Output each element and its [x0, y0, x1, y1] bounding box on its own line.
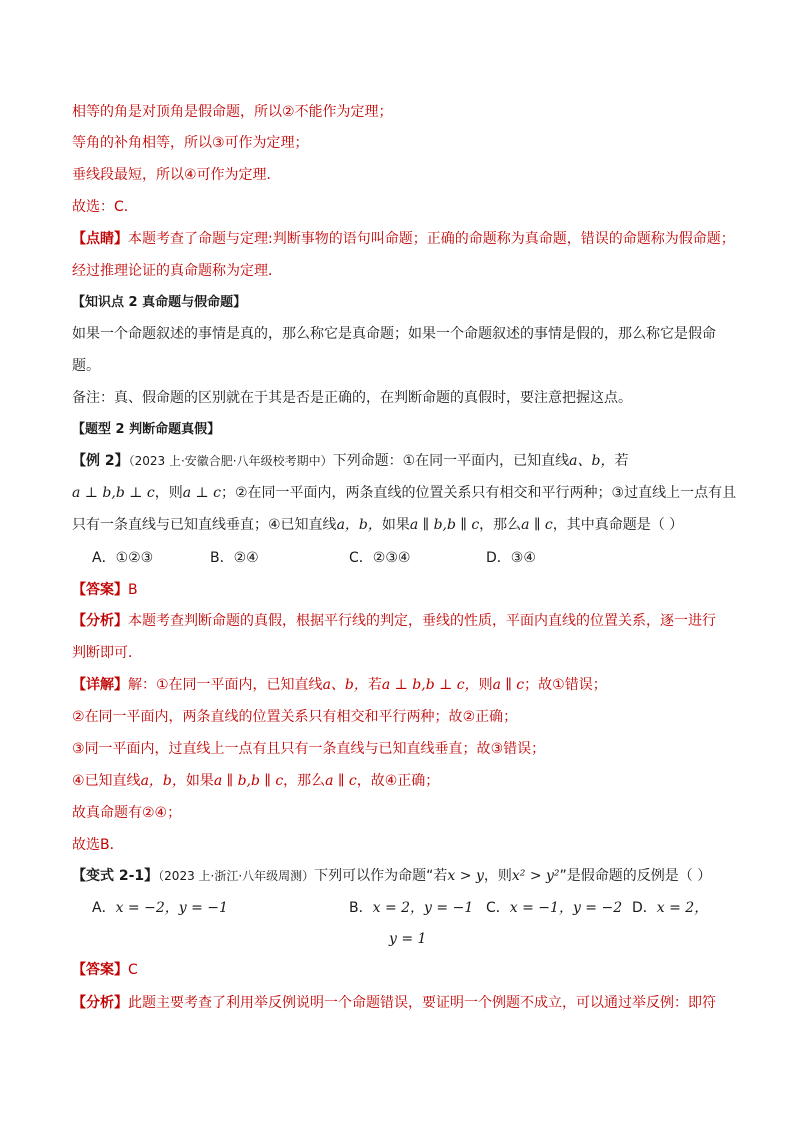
text: 若 [614, 453, 629, 469]
option-a[interactable] [92, 548, 153, 568]
math: a ∥ b,b ∥ c [213, 773, 284, 789]
circled-number: ④ [384, 773, 398, 789]
math: x > y [447, 868, 484, 884]
text: ，那么 [283, 773, 326, 789]
intro-line-2 [72, 133, 309, 153]
text: 则 [478, 677, 493, 693]
answer-value: C [128, 962, 138, 978]
text: 如果 [185, 773, 214, 789]
circled-number: ③ [212, 135, 225, 151]
text: 此题主要考查了利用举反例说明一个命题错误，要证明一个例题不成立，可以通过举反例：即符 [128, 995, 716, 1011]
option-value: x = −2，y = −1 [115, 900, 228, 916]
analysis-tag: 【分析】 [72, 613, 128, 629]
variant-answer-line [72, 960, 138, 980]
text: 正确； [475, 709, 518, 725]
circled-number: ① [552, 677, 565, 693]
text: ”是假命题的反例是（ ） [559, 868, 712, 884]
knowledge-note: 备注：真、假命题的区别就在于其是否是正确的，在判断命题的真假时，要注意把握这点。 [72, 390, 632, 406]
option-label: B． [210, 550, 234, 566]
circled-number: ②④； [142, 805, 182, 821]
text: 相等的角是对顶角是假命题，所以 [72, 104, 282, 120]
text: ；故 [524, 677, 553, 693]
text: 故真命题有 [72, 805, 142, 821]
option-label: C． [486, 900, 510, 916]
text: 错误； [564, 677, 607, 693]
text: 可作为定理． [196, 167, 281, 183]
option-label: C． [349, 550, 373, 566]
option-value: ①②③ [115, 550, 154, 566]
option-label: D． [486, 550, 511, 566]
math: a ⊥ b,b ⊥ c [72, 485, 155, 501]
variant-option-d[interactable] [632, 898, 708, 918]
text: ，则 [154, 485, 183, 501]
answer-tag: 【答案】 [72, 962, 128, 978]
text: 若 [367, 677, 382, 693]
answer-tag: 【答案】 [72, 582, 128, 598]
detail-line-4 [72, 771, 439, 791]
text: 本题考查了命题与定理:判断事物的语句叫命题；正确的命题称为真命题，错误的命题称为假命题； [128, 231, 735, 247]
option-value: ②③④ [372, 550, 411, 566]
knowledge-p2: 题。 [72, 358, 100, 374]
option-value: x = 2， [656, 900, 709, 916]
example-tag: 【例 2】 [72, 453, 129, 469]
detail-tag: 【详解】 [72, 677, 128, 693]
analysis-line-2: 判断即可． [72, 645, 142, 661]
intro-line-3 [72, 165, 281, 185]
option-value: ②④ [233, 550, 259, 566]
text: 下列命题：①在同一平面内，已知直线 [332, 453, 570, 469]
math: a ⊥ c [182, 485, 221, 501]
variant-option-a[interactable] [92, 898, 228, 918]
text: 已知直线 [84, 773, 141, 789]
source: （2023 上·浙江·八年级周测） [158, 869, 315, 883]
option-label: B． [349, 900, 373, 916]
detail-line-1 [72, 675, 607, 695]
variant-analysis-line [72, 993, 716, 1013]
option-d[interactable] [486, 548, 536, 568]
text: 正确； [397, 773, 440, 789]
text: 垂线段最短，所以 [72, 167, 184, 183]
dianjing-line-2: 经过推理论证的真命题称为定理． [72, 263, 282, 279]
text: 不能作为定理； [294, 104, 393, 120]
text: 解：①在同一平面内，已知直线 [128, 677, 323, 693]
variant-option-b[interactable] [349, 898, 473, 918]
math: a ∥ c [492, 677, 525, 693]
text: 只有一条直线与已知直线垂直；④已知直线 [72, 517, 337, 533]
math: a ∥ b,b ∥ c [409, 517, 480, 533]
math: a、b， [322, 677, 368, 693]
text: 如果 [381, 517, 410, 533]
dianjing-line-1 [72, 229, 735, 249]
math: a ∥ c [521, 517, 553, 533]
text: 在同一平面内，两条直线的位置关系只有相交和平行两种；故 [84, 709, 463, 725]
option-label: D． [632, 900, 657, 916]
text: ，其中真命题是（ ） [552, 517, 684, 533]
math: a，b， [336, 517, 382, 533]
conclusion-line-1 [72, 803, 181, 823]
math: a，b， [140, 773, 186, 789]
text: 同一平面内，过直线上一点有且只有一条直线与已知直线垂直；故 [84, 741, 491, 757]
analysis-tag: 【分析】 [72, 995, 128, 1011]
analysis-line-1 [72, 611, 716, 631]
option-c[interactable] [349, 548, 410, 568]
detail-line-2 [72, 707, 517, 727]
detail-line-3 [72, 739, 545, 759]
knowledge-heading: 【知识点 2 真命题与假命题】 [72, 295, 247, 310]
text: ，那么 [479, 517, 522, 533]
circled-number: ③ [72, 741, 85, 757]
variant-line-1 [72, 866, 711, 886]
circled-number: ② [72, 709, 85, 725]
example2-line-3 [72, 515, 683, 535]
dianjing-tag: 【点睛】 [72, 231, 128, 247]
math: x² > y² [511, 868, 560, 884]
variant-option-d-cont: y = 1 [389, 931, 427, 947]
example2-line-1 [72, 451, 628, 471]
option-value: ③④ [510, 550, 536, 566]
knowledge-p1: 如果一个命题叙述的事情是真的，那么称它是真命题；如果一个命题叙述的事情是假的，那么称它是假命 [72, 326, 716, 342]
variant-tag: 【变式 2-1】 [72, 868, 159, 884]
circled-number: ② [282, 104, 295, 120]
type2-heading: 【题型 2 判断命题真假】 [72, 422, 221, 437]
source: （2023 上·安徽合肥·八年级校考期中） [128, 454, 333, 468]
math: a ∥ c [325, 773, 357, 789]
intro-line-1 [72, 102, 393, 122]
option-value: x = 2，y = −1 [372, 900, 474, 916]
option-label: A． [92, 550, 116, 566]
math: a、b， [569, 453, 615, 469]
text: ；②在同一平面内，两条直线的位置关系只有相交和平行两种；③过直线上一点有且 [220, 485, 737, 501]
text: 错误； [503, 741, 546, 757]
option-value: x = −1，y = −2 [509, 900, 623, 916]
text: 等角的补角相等，所以 [72, 135, 212, 151]
circled-number: ④ [72, 773, 85, 789]
option-b[interactable] [210, 548, 259, 568]
circled-number: ③ [490, 741, 504, 757]
circled-number: ② [462, 709, 476, 725]
text: ，故 [356, 773, 385, 789]
variant-option-c[interactable] [486, 898, 622, 918]
circled-number: ④ [184, 167, 197, 183]
example2-line-2 [72, 483, 736, 503]
option-label: A． [92, 900, 116, 916]
answer-line [72, 580, 138, 600]
text: ，则 [483, 868, 512, 884]
text: 下列可以作为命题“若 [314, 868, 448, 884]
conclusion-line-2: 故选B． [72, 837, 124, 853]
answer-value: B [128, 582, 138, 598]
intro-line-4: 故选：C． [72, 199, 138, 215]
text: 可作为定理； [224, 135, 309, 151]
text: 本题考查判断命题的真假，根据平行线的判定，垂线的性质，平面内直线的位置关系，逐一进行 [128, 613, 716, 629]
math: a ⊥ b,b ⊥ c， [381, 677, 479, 693]
